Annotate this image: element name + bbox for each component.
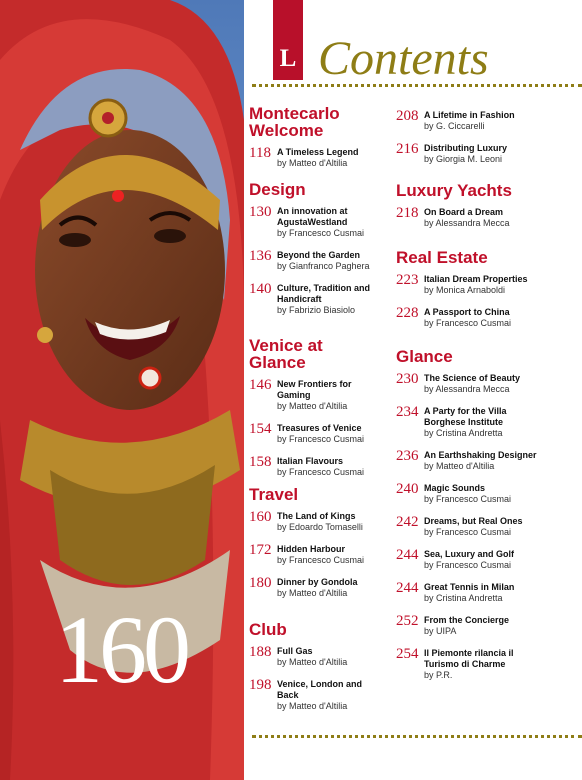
entry-title: Dreams, but Real Ones	[424, 516, 523, 526]
toc-entry[interactable]	[396, 373, 546, 395]
toc-entry[interactable]	[396, 207, 546, 229]
entry-title: A Party for the Villa Borghese Institute	[424, 406, 507, 427]
toc-entry[interactable]	[396, 615, 546, 637]
toc-entry[interactable]	[396, 110, 546, 132]
entry-author: by Matteo d'Altilia	[277, 701, 348, 711]
cover-page-number: 160	[55, 596, 187, 703]
toc-section	[396, 110, 546, 176]
entry-author: by Fabrizio Biasiolo	[277, 305, 356, 315]
toc-entry[interactable]	[396, 307, 546, 329]
section-heading: Real Estate	[396, 248, 488, 267]
entry-author: by Francesco Cusmai	[424, 527, 512, 537]
entry-title: Beyond the Garden	[277, 250, 361, 260]
entry-page-number: 252	[396, 613, 419, 629]
entry-title: Il Piemonte rilancia il Turismo di Charme	[424, 648, 514, 669]
section-heading: Montecarlo Welcome	[249, 104, 340, 140]
entry-title: Hidden Harbour	[277, 544, 346, 554]
entry-page-number: 234	[396, 404, 419, 420]
entry-author: by Alessandra Mecca	[424, 218, 510, 228]
toc-entry[interactable]	[249, 679, 384, 712]
entry-page-number: 198	[249, 677, 272, 693]
toc-section	[396, 249, 546, 340]
entry-page-number: 244	[396, 547, 419, 563]
entry-title: On Board a Dream	[424, 207, 504, 217]
toc-section	[249, 621, 384, 723]
entry-page-number: 188	[249, 644, 272, 660]
entry-page-number: 254	[396, 646, 419, 662]
toc-entry[interactable]	[249, 379, 384, 412]
entry-author: by Matteo d'Altilia	[277, 158, 348, 168]
entry-title: Italian Dream Properties	[424, 274, 528, 284]
toc-entry[interactable]	[396, 516, 546, 538]
entry-page-number: 208	[396, 108, 419, 124]
entry-author: by Francesco Cusmai	[277, 467, 365, 477]
toc-entry[interactable]	[249, 646, 384, 668]
entry-title: Great Tennis in Milan	[424, 582, 515, 592]
entry-author: by Francesco Cusmai	[424, 318, 512, 328]
entry-author: by Gianfranco Paghera	[277, 261, 370, 271]
entry-page-number: 160	[249, 509, 272, 525]
entry-page-number: 154	[249, 421, 272, 437]
toc-entry[interactable]	[249, 544, 384, 566]
entry-page-number: 230	[396, 371, 419, 387]
entry-author: by Monica Arnaboldi	[424, 285, 506, 295]
entry-title: Treasures of Venice	[277, 423, 362, 433]
entry-author: by Alessandra Mecca	[424, 384, 510, 394]
section-heading: Club	[249, 620, 287, 639]
entry-title: Italian Flavours	[277, 456, 344, 466]
entry-title: Full Gas	[277, 646, 313, 656]
entry-page-number: 218	[396, 205, 419, 221]
entry-page-number: 216	[396, 141, 419, 157]
entry-author: by P.R.	[424, 670, 453, 680]
toc-entry[interactable]	[396, 143, 546, 165]
toc-entry[interactable]	[249, 577, 384, 599]
toc-entry[interactable]	[396, 582, 546, 604]
entry-page-number: 130	[249, 204, 272, 220]
entry-title: A Passport to China	[424, 307, 510, 317]
section-heading: Venice at Glance	[249, 336, 323, 372]
entry-page-number: 180	[249, 575, 272, 591]
entry-author: by Cristina Andretta	[424, 428, 503, 438]
entry-author: by Francesco Cusmai	[424, 560, 512, 570]
entry-page-number: 146	[249, 377, 272, 393]
entry-title: New Frontiers for Gaming	[277, 379, 352, 400]
toc-entry[interactable]	[396, 450, 546, 472]
entry-author: by Edoardo Tomaselli	[277, 522, 363, 532]
entry-title: Sea, Luxury and Golf	[424, 549, 515, 559]
section-heading: Glance	[396, 347, 453, 366]
toc-section	[396, 348, 546, 692]
page-title: Contents	[318, 32, 489, 85]
entry-author: by Francesco Cusmai	[277, 555, 365, 565]
entry-author: by Matteo d'Altilia	[277, 657, 348, 667]
entry-title: A Lifetime in Fashion	[424, 110, 515, 120]
entry-title: The Land of Kings	[277, 511, 356, 521]
entry-author: by Francesco Cusmai	[277, 228, 365, 238]
entry-page-number: 236	[396, 448, 419, 464]
toc-section	[249, 337, 384, 489]
toc-entry[interactable]	[249, 250, 384, 272]
entry-page-number: 228	[396, 305, 419, 321]
entry-title: Magic Sounds	[424, 483, 486, 493]
cover-photo	[0, 0, 244, 780]
toc-entry[interactable]	[396, 274, 546, 296]
entry-page-number: 223	[396, 272, 419, 288]
entry-author: by Francesco Cusmai	[277, 434, 365, 444]
entry-author: by Matteo d'Altilia	[277, 588, 348, 598]
top-dotted-divider	[252, 84, 582, 87]
entry-author: by Giorgia M. Leoni	[424, 154, 503, 164]
logo-box	[273, 0, 303, 80]
entry-page-number: 136	[249, 248, 272, 264]
toc-section	[249, 181, 384, 327]
entry-page-number: 242	[396, 514, 419, 530]
entry-page-number: 158	[249, 454, 272, 470]
entry-title: Distributing Luxury	[424, 143, 507, 153]
entry-author: by UIPA	[424, 626, 457, 636]
entry-title: An Earthshaking Designer	[424, 450, 537, 460]
bottom-dotted-divider	[252, 735, 582, 738]
section-heading: Luxury Yachts	[396, 181, 512, 200]
toc-section	[396, 182, 546, 240]
toc-entry[interactable]	[249, 456, 384, 478]
entry-author: by Matteo d'Altilia	[424, 461, 495, 471]
entry-title: The Science of Beauty	[424, 373, 521, 383]
entry-page-number: 240	[396, 481, 419, 497]
entry-page-number: 244	[396, 580, 419, 596]
entry-title: Dinner by Gondola	[277, 577, 358, 587]
entry-title: An innovation at AgustaWestland	[277, 206, 348, 227]
toc-entry[interactable]	[396, 648, 546, 681]
entry-title: From the Concierge	[424, 615, 510, 625]
toc-entry[interactable]	[396, 406, 546, 439]
entry-title: A Timeless Legend	[277, 147, 359, 157]
toc-entry[interactable]	[249, 283, 384, 316]
toc-entry[interactable]	[396, 549, 546, 571]
toc-entry[interactable]	[249, 423, 384, 445]
section-heading: Design	[249, 180, 306, 199]
entry-page-number: 140	[249, 281, 272, 297]
entry-author: by Francesco Cusmai	[424, 494, 512, 504]
toc-entry[interactable]	[396, 483, 546, 505]
entry-page-number: 118	[249, 145, 271, 161]
entry-page-number: 172	[249, 542, 272, 558]
toc-section	[249, 486, 384, 610]
toc-entry[interactable]	[249, 206, 384, 239]
entry-title: Culture, Tradition and Handicraft	[277, 283, 371, 304]
logo-initial: L	[279, 45, 297, 72]
toc-entry[interactable]	[249, 147, 384, 169]
toc-section	[249, 105, 384, 180]
entry-author: by Matteo d'Altilia	[277, 401, 348, 411]
toc-entry[interactable]	[249, 511, 384, 533]
entry-title: Venice, London and Back	[277, 679, 363, 700]
section-heading: Travel	[249, 485, 299, 504]
entry-author: by Cristina Andretta	[424, 593, 503, 603]
entry-author: by G. Ciccarelli	[424, 121, 485, 131]
